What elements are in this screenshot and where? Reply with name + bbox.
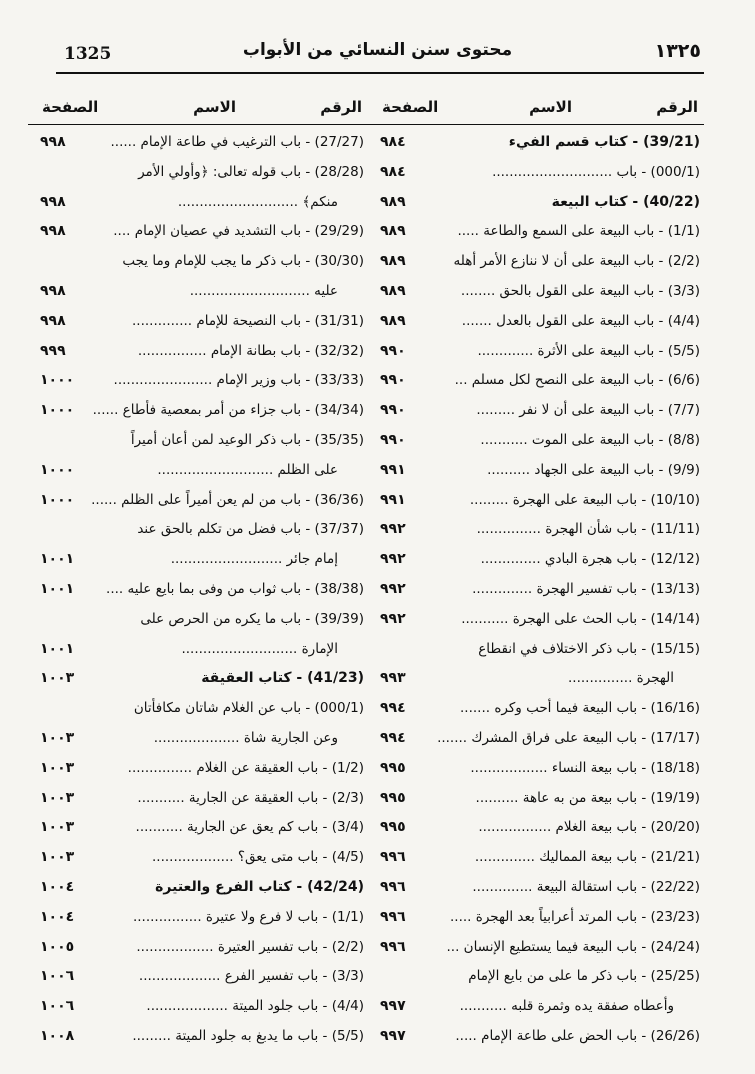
toc-entry bbox=[368, 933, 704, 963]
entry-text: (4/5) - باب متى يعق؟ ................... bbox=[152, 849, 364, 866]
entry-page: ٩٩٢ bbox=[380, 521, 406, 538]
toc-entry bbox=[28, 337, 368, 367]
entry-page: ٩٩٢ bbox=[380, 580, 406, 597]
toc-entry bbox=[368, 1022, 704, 1052]
entry-text: (40/22) - كتاب البيعة bbox=[551, 193, 700, 210]
left-column-header bbox=[28, 94, 368, 128]
entry-text: (11/11) - باب شأن الهجرة ............... bbox=[476, 521, 700, 538]
entry-page: ١٠٠٣ bbox=[40, 670, 75, 687]
toc-entry bbox=[368, 277, 704, 307]
toc-entry bbox=[368, 813, 704, 843]
entry-page: ١٠٠٠ bbox=[40, 372, 75, 389]
entry-page: ٩٩١ bbox=[380, 461, 406, 478]
entry-text: (19/19) - باب بيعة من به عاهة .......... bbox=[475, 789, 700, 806]
entry-text: (5/5) - باب ما يدبغ به جلود الميتة ......... bbox=[132, 1027, 364, 1044]
entry-page: ١٠٠٠ bbox=[40, 402, 75, 419]
header-underline bbox=[368, 124, 704, 125]
toc-entry bbox=[28, 784, 368, 814]
toc-entry bbox=[28, 933, 368, 963]
toc-entry bbox=[28, 1022, 368, 1052]
entry-text: الهجرة ............... bbox=[568, 670, 674, 687]
entry-page: ٩٩٧ bbox=[380, 1027, 406, 1044]
entry-page: ١٠٠٣ bbox=[40, 789, 75, 806]
toc-entry bbox=[28, 605, 368, 635]
entry-page: ٩٩٩ bbox=[40, 342, 66, 359]
entry-text: (39/21) - كتاب قسم الفيء bbox=[508, 134, 700, 150]
toc-entry bbox=[368, 575, 704, 605]
toc-entry bbox=[368, 426, 704, 456]
toc-entry bbox=[368, 396, 704, 426]
entry-page: ٩٩٠ bbox=[380, 342, 406, 359]
toc-entry bbox=[28, 903, 368, 933]
entry-text: (3/3) - باب البيعة على القول بالحق ........ bbox=[460, 282, 700, 299]
entry-page: ٩٨٩ bbox=[380, 193, 406, 210]
toc-entry bbox=[28, 456, 368, 486]
entry-text: (000/1) - باب عن الغلام شاتان مكافأتان bbox=[133, 700, 364, 717]
entry-text: (2/2) - باب البيعة على أن لا ننازع الأمر أهله bbox=[453, 253, 700, 270]
entry-text: (21/21) - باب بيعة المماليك .............. bbox=[474, 849, 700, 866]
entry-page: ٩٩٠ bbox=[380, 372, 406, 389]
entry-text: (18/18) - باب بيعة النساء .................. bbox=[470, 759, 700, 776]
entry-page: ١٠٠١ bbox=[40, 580, 75, 597]
entry-text: (42/24) - كتاب الفرع والعتيرة bbox=[155, 878, 364, 895]
entry-text: (7/7) - باب البيعة على أن لا نفر ......... bbox=[476, 402, 700, 419]
entry-text: (26/26) - باب الحض على طاعة الإمام ..... bbox=[455, 1027, 700, 1044]
entry-text: (000/1) - باب ............................ bbox=[492, 163, 700, 180]
entry-page: ١٠٠٣ bbox=[40, 849, 75, 866]
section-heading bbox=[28, 664, 368, 694]
entry-page: ٩٩٥ bbox=[380, 819, 406, 836]
entry-text: (22/22) - باب استقالة البيعة .............. bbox=[472, 878, 700, 895]
entry-text: على الظلم ........................... bbox=[157, 461, 338, 478]
left-column bbox=[28, 94, 368, 1052]
entry-text: (4/4) - باب جلود الميتة ................... bbox=[146, 998, 364, 1015]
entry-page: ٩٨٤ bbox=[380, 163, 406, 180]
entry-page: ٩٩٢ bbox=[380, 610, 406, 627]
toc-entry bbox=[368, 664, 704, 694]
entry-text: (17/17) - باب البيعة على فراق المشرك ....... bbox=[437, 729, 700, 746]
entry-text: (37/37) - باب فضل من تكلم بالحق عند bbox=[137, 521, 364, 538]
toc-entry bbox=[368, 992, 704, 1022]
entry-page: ١٠٠١ bbox=[40, 551, 75, 568]
entry-text: (2/2) - باب تفسير العتيرة .................. bbox=[136, 938, 364, 955]
entry-page: ١٠٠٨ bbox=[40, 1027, 75, 1044]
toc-entry bbox=[368, 873, 704, 903]
header-number: الرقم bbox=[656, 98, 698, 116]
entry-text: (23/23) - باب المرتد أعرابياً بعد الهجرة ..... bbox=[450, 908, 700, 925]
toc-entry bbox=[368, 962, 704, 992]
toc-entry bbox=[368, 754, 704, 784]
entry-text: (32/32) - باب بطانة الإمام ................ bbox=[137, 342, 364, 359]
header-page: الصفحة bbox=[382, 98, 439, 116]
entry-page: ١٠٠٠ bbox=[40, 461, 75, 478]
entry-text: وأعطاه صفقة يده وثمرة قلبه ........... bbox=[459, 998, 674, 1015]
toc-entry bbox=[368, 635, 704, 665]
entry-page: ٩٩٥ bbox=[380, 759, 406, 776]
toc-entry bbox=[368, 605, 704, 635]
entry-text: (28/28) - باب قوله تعالى: ﴿وأولي الأمر bbox=[138, 163, 364, 180]
entry-page: ١٠٠٣ bbox=[40, 729, 75, 746]
entry-text: (38/38) - باب ثواب من وفى بما بايع عليه .... bbox=[106, 580, 364, 597]
entry-text: (1/1) - باب البيعة على السمع والطاعة ..... bbox=[457, 223, 700, 240]
toc-entry bbox=[368, 247, 704, 277]
entry-text: (35/35) - باب ذكر الوعيد لمن أعان أميراً bbox=[130, 431, 364, 448]
entry-text: (2/3) - باب العقيقة عن الجارية ........... bbox=[137, 789, 364, 806]
toc-entry bbox=[28, 694, 368, 724]
entry-text: (39/39) - باب ما يكره من الحرص على bbox=[140, 610, 364, 627]
header-page: الصفحة bbox=[42, 98, 99, 116]
entry-text: (4/4) - باب البيعة على القول بالعدل ....... bbox=[461, 312, 700, 329]
entry-page: ٩٩٥ bbox=[380, 789, 406, 806]
toc-entry bbox=[368, 515, 704, 545]
entry-page: ٩٩٣ bbox=[380, 670, 406, 687]
entry-page: ١٠٠٤ bbox=[40, 878, 75, 895]
toc-entry bbox=[28, 217, 368, 247]
toc-entry bbox=[28, 962, 368, 992]
right-column-header bbox=[368, 94, 704, 128]
toc-entry bbox=[28, 992, 368, 1022]
entry-page: ١٠٠٤ bbox=[40, 908, 75, 925]
toc-entry bbox=[28, 396, 368, 426]
entry-page: ٩٩٢ bbox=[380, 551, 406, 568]
toc-entry bbox=[28, 635, 368, 665]
entry-page: ٩٨٩ bbox=[380, 223, 406, 240]
entry-page: ٩٩٠ bbox=[380, 402, 406, 419]
toc-entry bbox=[368, 724, 704, 754]
entry-page: ٩٩٦ bbox=[380, 908, 406, 925]
toc-entry bbox=[28, 158, 368, 188]
toc-entry bbox=[368, 307, 704, 337]
right-column bbox=[368, 94, 704, 1052]
entry-page: ١٠٠٣ bbox=[40, 759, 75, 776]
entry-page: ٩٩٤ bbox=[380, 700, 406, 717]
entry-text: (10/10) - باب البيعة على الهجرة ......... bbox=[469, 491, 700, 508]
entry-page: ٩٩٨ bbox=[40, 193, 66, 210]
entry-text: (9/9) - باب البيعة على الجهاد .......... bbox=[487, 461, 700, 478]
entry-text: (16/16) - باب البيعة فيما أحب وكره ....... bbox=[459, 700, 700, 717]
entry-page: ١٠٠٣ bbox=[40, 819, 75, 836]
entry-text: (31/31) - باب النصيحة للإمام .............. bbox=[132, 312, 364, 329]
entry-text: (27/27) - باب الترغيب في طاعة الإمام ...... bbox=[110, 134, 364, 150]
entry-text: وعن الجارية شاة .................... bbox=[153, 729, 338, 746]
toc-entry bbox=[28, 545, 368, 575]
toc-entry bbox=[28, 724, 368, 754]
toc-entry bbox=[368, 903, 704, 933]
section-heading bbox=[368, 188, 704, 218]
entry-text: (15/15) - باب ذكر الاختلاف في انقطاع bbox=[478, 640, 700, 657]
entry-text: (33/33) - باب وزير الإمام ....................... bbox=[113, 372, 364, 389]
toc-entry bbox=[28, 307, 368, 337]
toc-entry bbox=[28, 366, 368, 396]
toc-entry bbox=[28, 813, 368, 843]
entry-page: ٩٩١ bbox=[380, 491, 406, 508]
entry-text: (20/20) - باب بيعة الغلام ................. bbox=[478, 819, 700, 836]
toc-entry bbox=[28, 277, 368, 307]
entry-page: ١٠٠٦ bbox=[40, 998, 75, 1015]
toc-entry bbox=[368, 158, 704, 188]
toc-entry bbox=[28, 486, 368, 516]
entry-text: (6/6) - باب البيعة على النصح لكل مسلم ... bbox=[454, 372, 700, 389]
toc-entry bbox=[368, 456, 704, 486]
entry-text: (3/3) - باب تفسير الفرع ................... bbox=[138, 968, 364, 985]
toc-entry bbox=[28, 843, 368, 873]
entry-page: ١٠٠١ bbox=[40, 640, 75, 657]
toc-entry bbox=[368, 784, 704, 814]
toc-entry bbox=[368, 217, 704, 247]
entry-page: ٩٩٨ bbox=[40, 134, 66, 150]
header-number: الرقم bbox=[320, 98, 362, 116]
section-heading bbox=[368, 128, 704, 158]
entry-text: (14/14) - باب الحث على الهجرة ........... bbox=[461, 610, 700, 627]
entry-page: ٩٩٠ bbox=[380, 431, 406, 448]
toc-entry bbox=[28, 754, 368, 784]
toc-entry bbox=[28, 188, 368, 218]
entry-text: (1/1) - باب لا فرع ولا عتيرة ................ bbox=[132, 908, 364, 925]
entry-page: ٩٩٦ bbox=[380, 938, 406, 955]
page-number-arabic: ١٣٢٥ bbox=[654, 40, 701, 62]
entry-page: ١٠٠٠ bbox=[40, 491, 75, 508]
entry-text: (30/30) - باب ذكر ما يجب للإمام وما يجب bbox=[122, 253, 364, 270]
entry-page: ٩٩٦ bbox=[380, 878, 406, 895]
entry-page: ٩٨٩ bbox=[380, 312, 406, 329]
entry-page: ٩٩٨ bbox=[40, 223, 66, 240]
toc-entry bbox=[28, 426, 368, 456]
toc-entry bbox=[28, 247, 368, 277]
left-column-rows bbox=[28, 128, 368, 1052]
section-heading bbox=[28, 873, 368, 903]
toc-entry bbox=[28, 128, 368, 158]
entry-text: (12/12) - باب هجرة البادي .............. bbox=[480, 551, 700, 568]
toc-entry bbox=[368, 486, 704, 516]
entry-page: ١٠٠٦ bbox=[40, 968, 75, 985]
page-number-latin: 1325 bbox=[64, 44, 112, 64]
entry-text: (5/5) - باب البيعة على الأثرة ............. bbox=[477, 342, 700, 359]
entry-page: ٩٩٤ bbox=[380, 729, 406, 746]
header-name: الاسم bbox=[193, 98, 236, 116]
page-title: محتوى سنن النسائي من الأبواب bbox=[242, 40, 513, 60]
header-rule bbox=[56, 72, 704, 74]
header-underline bbox=[28, 124, 368, 125]
entry-page: ٩٨٩ bbox=[380, 282, 406, 299]
entry-text: منكم﴾ ............................ bbox=[177, 193, 338, 210]
entry-text: (1/2) - باب العقيقة عن الغلام ............... bbox=[127, 759, 364, 776]
entry-page: ٩٩٦ bbox=[380, 849, 406, 866]
entry-page: ٩٩٨ bbox=[40, 282, 66, 299]
header-name: الاسم bbox=[529, 98, 572, 116]
toc-entry bbox=[368, 545, 704, 575]
entry-text: (25/25) - باب ذكر ما على من بايع الإمام bbox=[468, 968, 700, 985]
right-column-rows bbox=[368, 128, 704, 1052]
entry-text: إمام جائر .......................... bbox=[170, 551, 338, 568]
toc-entry bbox=[28, 575, 368, 605]
entry-text: (41/23) - كتاب العقيقة bbox=[201, 670, 364, 687]
entry-text: (8/8) - باب البيعة على الموت ........... bbox=[480, 431, 700, 448]
toc-entry bbox=[368, 694, 704, 724]
toc-entry bbox=[368, 337, 704, 367]
entry-page: ٩٩٧ bbox=[380, 998, 406, 1015]
entry-text: (36/36) - باب من لم يعن أميراً على الظلم ...... bbox=[91, 491, 364, 508]
entry-page: ٩٨٤ bbox=[380, 134, 406, 150]
entry-text: الإمارة ........................... bbox=[181, 640, 338, 657]
toc-entry bbox=[368, 366, 704, 396]
toc-entry bbox=[28, 515, 368, 545]
entry-page: ١٠٠٥ bbox=[40, 938, 75, 955]
entry-text: (3/4) - باب كم يعق عن الجارية ........... bbox=[135, 819, 364, 836]
entry-text: (13/13) - باب تفسير الهجرة .............. bbox=[472, 580, 700, 597]
entry-text: (24/24) - باب البيعة فيما يستطيع الإنسان ... bbox=[446, 938, 700, 955]
entry-text: (29/29) - باب التشديد في عصيان الإمام .... bbox=[113, 223, 364, 240]
entry-page: ٩٨٩ bbox=[380, 253, 406, 270]
entry-text: عليه ............................ bbox=[189, 282, 338, 299]
entry-text: (34/34) - باب جزاء من أمر بمعصية فأطاع ...... bbox=[92, 402, 364, 419]
page-header bbox=[40, 40, 715, 74]
entry-page: ٩٩٨ bbox=[40, 312, 66, 329]
toc-entry bbox=[368, 843, 704, 873]
